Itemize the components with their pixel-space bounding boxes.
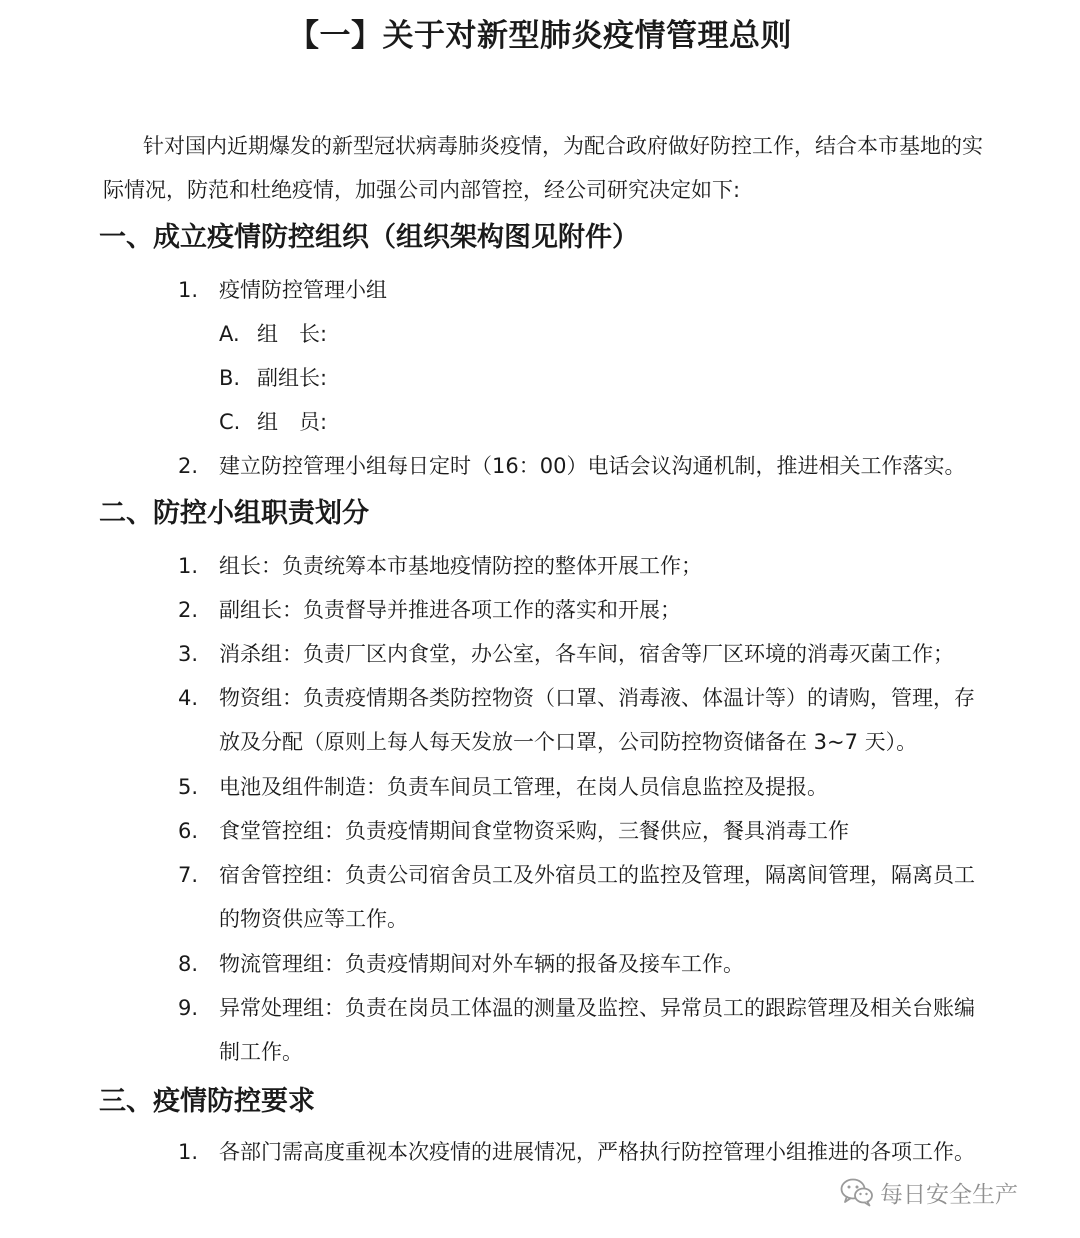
item-number: 3. — [178, 642, 199, 666]
watermark — [840, 1172, 1018, 1212]
item-number: 5. — [178, 775, 199, 799]
document-title: 【一】关于对新型肺炎疫情管理总则 — [288, 18, 792, 54]
list-item — [178, 632, 988, 676]
item-number: 7. — [178, 863, 199, 887]
sub-item — [219, 400, 327, 444]
item-text: 异常处理组：负责在岗员工体温的测量及监控、异常员工的跟踪管理及相关台账编制工作。 — [219, 996, 975, 1064]
sub-item-text: 组 员: — [257, 410, 328, 434]
item-text: 各部门需高度重视本次疫情的进展情况，严格执行防控管理小组推进的各项工作。 — [219, 1140, 975, 1164]
item-number: 2. — [178, 598, 199, 622]
sub-item-letter: C. — [219, 410, 241, 434]
sub-item-text: 组 长: — [257, 322, 328, 346]
item-number: 4. — [178, 686, 199, 710]
item-text: 宿舍管控组：负责公司宿舍员工及外宿员工的监控及管理，隔离间管理，隔离员工的物资供应等工作。 — [219, 863, 975, 931]
item-text: 物资组：负责疫情期各类防控物资（口罩、消毒液、体温计等）的请购，管理，存放及分配（原则上每人每天发放一个口罩，公司防控物资储备在 3~7 天）。 — [219, 686, 975, 754]
list-item — [178, 544, 988, 588]
item-number: 1. — [178, 554, 199, 578]
intro-paragraph — [103, 124, 983, 212]
item-number: 2. — [178, 454, 199, 478]
item-number: 1. — [178, 1140, 199, 1164]
section-heading-2: 二、防控小组职责划分 — [99, 498, 369, 529]
sub-item-letter: A. — [219, 322, 240, 346]
sub-item-letter: B. — [219, 366, 241, 390]
item-text: 建立防控管理小组每日定时（16：00）电话会议沟通机制，推进相关工作落实。 — [219, 454, 966, 478]
item-text: 食堂管控组：负责疫情期间食堂物资采购，三餐供应，餐具消毒工作 — [219, 819, 849, 843]
watermark-text: 每日安全生产 — [880, 1181, 1018, 1208]
wechat-icon — [840, 1177, 874, 1207]
section-heading-1: 一、成立疫情防控组织（组织架构图见附件） — [99, 222, 639, 253]
item-text: 组长：负责统筹本市基地疫情防控的整体开展工作； — [219, 554, 702, 578]
item-text: 电池及组件制造：负责车间员工管理，在岗人员信息监控及提报。 — [219, 775, 828, 799]
list-item — [178, 853, 988, 941]
list-item — [178, 1130, 988, 1174]
sub-item — [219, 312, 327, 356]
list-item — [178, 986, 988, 1074]
list-item — [178, 676, 988, 764]
item-text: 消杀组：负责厂区内食堂，办公室，各车间，宿舍等厂区环境的消毒灭菌工作； — [219, 642, 954, 666]
item-number: 9. — [178, 996, 199, 1020]
list-item — [178, 444, 988, 488]
item-text: 副组长：负责督导并推进各项工作的落实和开展； — [219, 598, 681, 622]
item-number: 1. — [178, 278, 199, 302]
list-item — [178, 942, 988, 986]
item-text: 物流管理组：负责疫情期间对外车辆的报备及接车工作。 — [219, 952, 744, 976]
section-heading-3: 三、疫情防控要求 — [99, 1086, 315, 1117]
sub-item — [219, 356, 327, 400]
intro-text: 针对国内近期爆发的新型冠状病毒肺炎疫情，为配合政府做好防控工作，结合本市基地的实际情况，防范和杜绝疫情，加强公司内部管控，经公司研究决定如下: — [103, 134, 983, 202]
sub-item-text: 副组长: — [257, 366, 328, 390]
list-item — [178, 268, 988, 312]
list-item — [178, 765, 988, 809]
item-number: 6. — [178, 819, 199, 843]
list-item — [178, 809, 988, 853]
item-text: 疫情防控管理小组 — [219, 278, 387, 302]
item-number: 8. — [178, 952, 199, 976]
list-item — [178, 588, 988, 632]
